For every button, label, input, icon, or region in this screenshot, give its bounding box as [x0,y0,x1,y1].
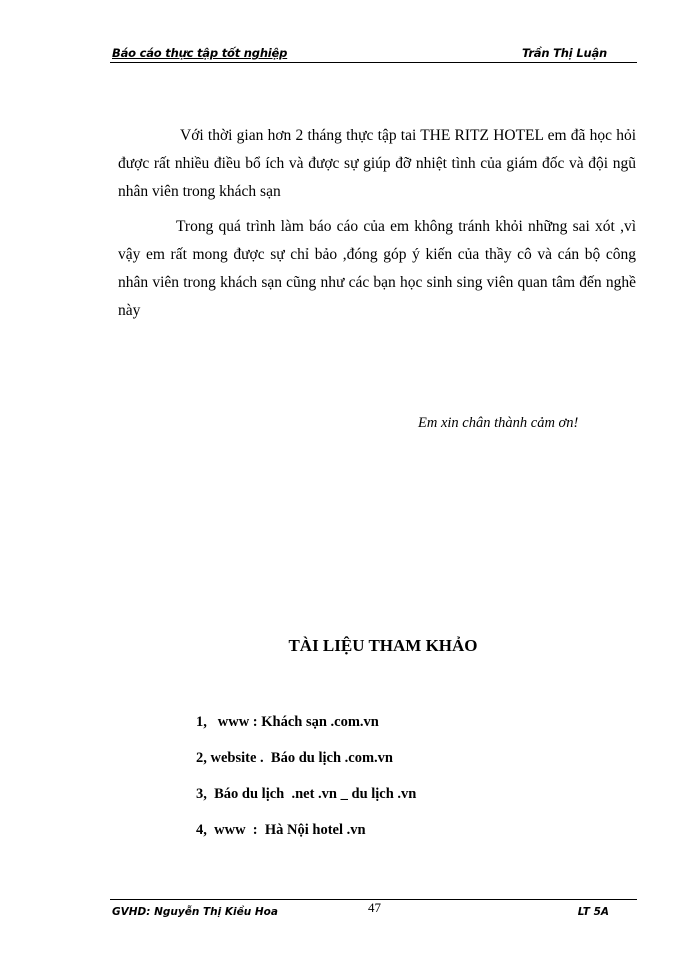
body-paragraph-2: Trong quá trình làm báo cáo của em không tránh khỏi những sai xót ,vì vậy em rất mong được sự chỉ bảo ,đóng góp ý kiến của thầy cô và cán bộ công nhân viên trong khách sạn cũng như các bạn học sinh sing viên quan tâm đến nghề này [118,218,636,319]
body-paragraph-1: Với thời gian hơn 2 tháng thực tập tai THE RITZ HOTEL em đã học hỏi được rất nhiều điều bổ ích và được sự giúp đỡ nhiệt tình của giám đốc và đội ngũ nhân viên trong khách sạn [118,127,636,200]
references-list [196,712,416,856]
page-number: 47 [368,900,381,915]
footer-class: LT 5A [577,906,609,918]
reference-item: 4, www : Hà Nội hotel .vn [196,822,366,838]
reference-item: 3, Báo du lịch .net .vn _ du lịch .vn [196,786,417,802]
reference-item: 2, website . Báo du lịch .com.vn [196,750,393,766]
page-header [110,44,637,63]
header-author-name: Trần Thị Luận [521,46,607,60]
references-title: TÀI LIỆU THAM KHẢO [288,636,478,655]
header-report-title: Báo cáo thực tập tốt nghiệp [112,46,288,60]
thank-you-line: Em xin chân thành cảm ơn! [418,415,579,431]
reference-item: 1, www : Khách sạn .com.vn [196,714,379,730]
footer-supervisor: GVHD: Nguyễn Thị Kiều Hoa [112,906,278,918]
page-footer [110,899,637,922]
